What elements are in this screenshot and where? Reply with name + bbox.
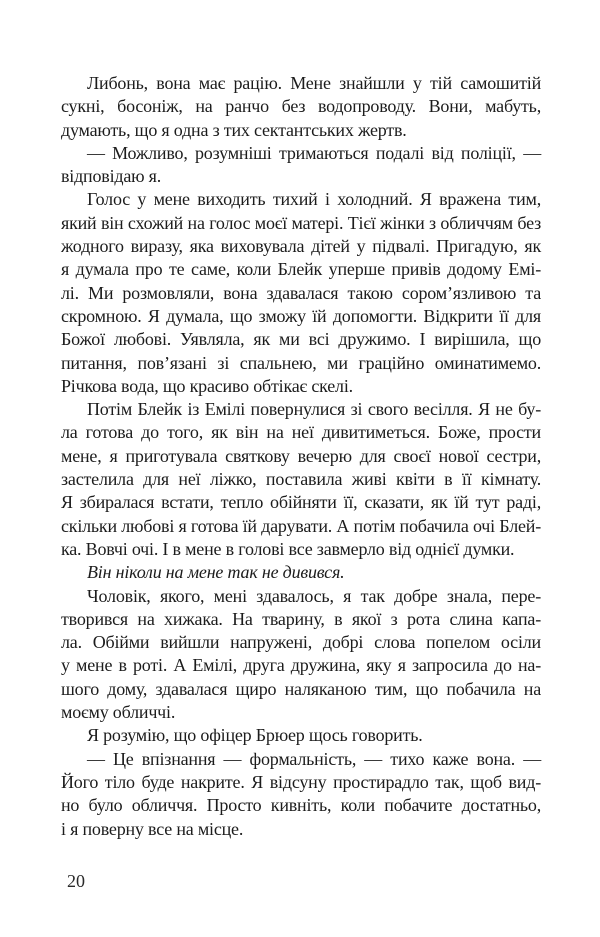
paragraph [61,561,541,584]
text-line: мене, я приготувала святкову вечерю для своєї нової сестри, [61,445,541,466]
text-line: Потім Блейк із Емілі повернулися зі свого весілля. Я не бу- [87,399,541,420]
text-line: шого дому, здавалася щиро наляканою тим, що побачила на [61,678,541,699]
text-line: скромною. Я думала, що зможу їй допомогти. Відкрити її для [61,305,541,326]
text-line: Либонь, вона має рацію. Мене знайшли у тій самошитій [87,73,541,93]
paragraph [61,585,541,725]
text-line: но було обличчя. Просто кивніть, коли побачите достатньо, [61,795,541,816]
text-line: відповідаю я. [61,166,162,187]
text-line: думають, що я одна з тих сектантських жертв. [61,119,407,140]
text-line: питання, пов’язані зі спальнею, ми граційно оминатимемо. [61,352,541,373]
paragraph [61,748,541,841]
text-line: скільки любові я готова їй дарувати. А потім побачила очі Блей- [61,515,541,536]
text-line: Я розумію, що офіцер Брюер щось говорить. [87,725,423,746]
page-number: 20 [67,871,85,891]
text-line: моєму обличчі. [61,702,176,723]
text-line: жодного виразу, яка виховувала дітей у підвалі. Пригадую, як [61,236,541,257]
body-text [61,72,541,841]
text-line: — Можливо, розумніші тримаються подалі від поліції, — [87,142,541,163]
paragraph [61,72,541,142]
paragraph [61,398,541,561]
paragraph [61,724,541,747]
text-line: застелила для неї ліжко, поставила живі квіти в її кімнату. [61,469,541,490]
text-line: і я поверну все на місце. [61,818,244,839]
text-line: ка. Вовчі очі. І в мене в голові все завмерло від однієї думки. [61,538,515,559]
text-line: я думала про те саме, коли Блейк уперше привів додому Емі- [61,259,541,280]
text-line: у мене в роті. А Емілі, друга дружина, яку я запросила до на- [61,655,541,676]
text-line: Я збиралася встати, тепло обійняти її, сказати, як їй тут раді, [61,492,541,513]
text-line: Річкова вода, що красиво обтікає скелі. [61,375,353,396]
paragraph [61,188,541,398]
text-line: лі. Ми розмовляли, вона здавалася такою сором’язливою та [61,282,541,303]
paragraph [61,142,541,189]
text-line: який він схожий на голос моєї матері. Тієї жінки з обличчям без [61,212,541,233]
text-line: — Це впізнання — формальність, — тихо каже вона. — [87,748,541,769]
text-line: творився на хижака. На тварину, в якої з рота слина капа- [61,608,541,629]
text-line: Божої любові. Уявляла, як ми всі дружимо. І вирішила, що [61,329,541,350]
text-line: ла. Обійми вийшли напружені, добрі слова попелом осіли [61,632,541,653]
text-line: Він ніколи на мене так не дивився. [87,562,345,583]
text-line: Його тіло буде накрите. Я відсуну простирадло так, щоб вид- [61,771,541,792]
text-line: ла готова до того, як він на неї дивитиметься. Боже, прости [61,422,541,443]
text-line: Чоловік, якого, мені здавалось, я так добре знала, пере- [87,585,541,606]
text-line: Голос у мене виходить тихий і холодний. Я вражена тим, [87,189,541,210]
text-line: сукні, босоніж, на ранчо без водопроводу. Вони, мабуть, [61,96,541,117]
